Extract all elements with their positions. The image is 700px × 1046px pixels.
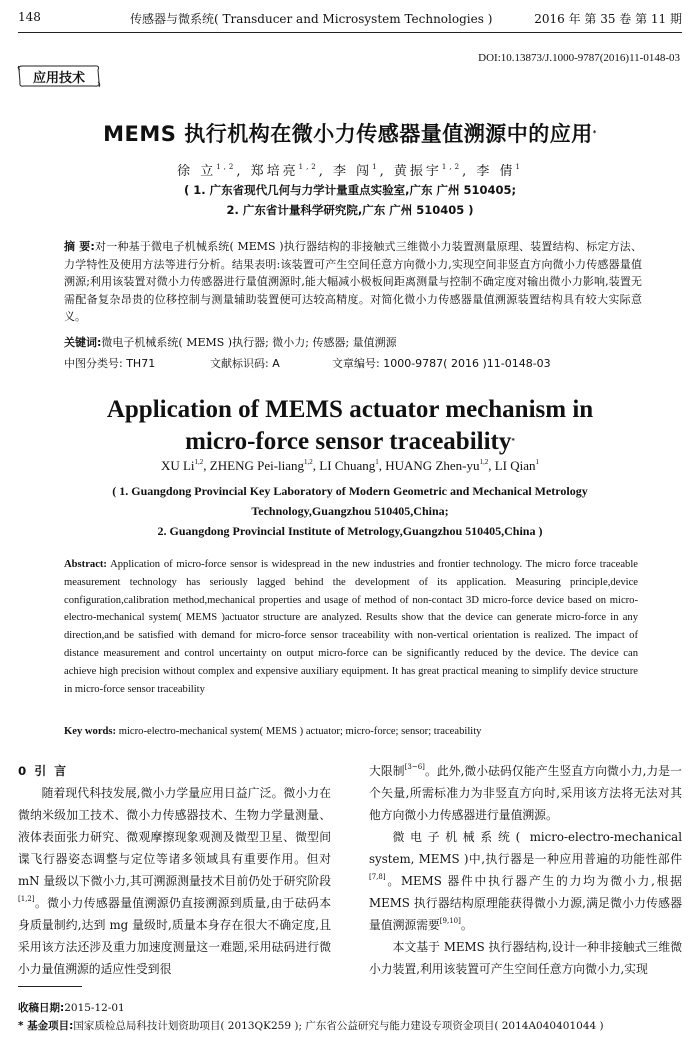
en-authors: XU Li$^{1,2}$, ZHENG Pei-liang$^{1,2}$, LI Chuang$^1$, HUANG Zhen-yu$^{1,2}$, LI Qian$^1$	[160, 458, 540, 473]
paragraph-text: 随着现代科技发展,微小力学量应用日益广泛。微小力在微纳米级加工技术、微小力传感器技术、生物力学量测量、液体表面张力研究、微观摩擦现象观测及微型卫星、微型间谍飞行器姿态调整与定位等诸多领域具有重要作用。但对 mN 量级以下微小力,其可溯源测量技术目前仍处于研究阶段	[18, 786, 331, 888]
en-author-sup: 1,2	[479, 458, 489, 466]
cn-authors: 徐 立$^{1,2}$, 郑培亮$^{1,2}$, 李 闯$^1$, 黄振宇$^{1,2}$, 李 倩$^1$	[177, 163, 523, 179]
cn-author: 李 闯	[333, 164, 373, 179]
received-date	[18, 1000, 125, 1015]
citation: [9,10]	[439, 917, 461, 925]
cn-affiliation-2: 2. 广东省计量科学研究院,广东 广州 510405 )	[226, 203, 474, 217]
en-title-mark: *	[511, 437, 515, 445]
paragraph-text: 。此外,微小砝码仅能产生竖直方向微小力,力是一个矢量,所需标准力为非竖直方向时,采用该方法将无法对其他方向微小力传感器进行量值溯源。	[369, 764, 682, 822]
column-tag-label: 应用技术	[32, 71, 85, 86]
article-number: 文章编号: 1000-9787( 2016 )11-0148-03	[332, 357, 551, 370]
running-header	[18, 10, 682, 30]
page-number: 148	[18, 10, 41, 24]
cn-author-sup: 1,2	[216, 163, 237, 171]
en-affiliation-2: 2. Guangdong Provincial Institute of Metrology,Guangzhou 510405,China )	[157, 524, 543, 538]
en-title-line-2	[0, 426, 700, 458]
citation: [7,8]	[369, 873, 386, 881]
footnote-rule	[18, 986, 82, 987]
paragraph-text: 。MEMS 器件中执行器产生的力均为微小力,根据 MEMS 执行器结构原理能获得微小力源,满足微小力传感器量值溯源需要	[369, 874, 682, 932]
clc-number: 中图分类号: TH71	[64, 357, 156, 370]
en-abstract-label: Abstract:	[64, 559, 107, 570]
en-title-line-2-text: micro-force sensor traceability	[185, 428, 512, 455]
en-author: XU Li	[160, 458, 195, 473]
cn-author-sup: 1	[372, 163, 380, 171]
fund-note	[18, 1018, 604, 1033]
en-keywords-label: Key words:	[64, 726, 117, 737]
header-rule	[18, 32, 682, 33]
en-author: LI Qian	[494, 458, 536, 473]
cn-author-sup: 1	[515, 163, 523, 171]
fund-value: 国家质检总局科技计划资助项目( 2013QK259 ); 广东省公益研究与能力建设专项资金项目( 2014A040401044 )	[73, 1020, 604, 1032]
doi: DOI:10.13873/J.1000-9787(2016)11-0148-03	[478, 52, 680, 64]
cn-abstract	[64, 238, 642, 326]
en-title-line-1: Application of MEMS actuator mechanism in	[106, 396, 594, 423]
fund-label: * 基金项目:	[18, 1020, 74, 1032]
paragraph-text: 微电子机械系统( micro-electro-mechanical system, MEMS )中,执行器是一种应用普遍的功能性部件	[369, 830, 682, 866]
received-label: 收稿日期:	[18, 1002, 65, 1014]
paragraph-text: 。微小力传感器量值溯源仍直接溯源到质量,由于砝码本身质量制约,达到 mg 量级时,质量本身存在很大不确定度,且采用该方法还涉及重力加速度测量这一难题,采用砝码进行微小力量值溯源的适应性受到很	[18, 896, 331, 976]
en-author: ZHENG Pei-liang	[209, 458, 305, 473]
en-keywords	[64, 726, 638, 737]
cn-title	[0, 118, 700, 148]
en-author-sup: 1,2	[304, 458, 313, 466]
cn-keywords	[64, 334, 642, 350]
en-author-sup: 1	[535, 458, 540, 466]
citation: [1,2]	[18, 895, 35, 903]
journal-name: 传感器与微系统( Transducer and Microsystem Technologies )	[130, 12, 493, 26]
en-affiliation-1: ( 1. Guangdong Provincial Key Laboratory of Modern Geometric and Mechanical Metrology	[112, 484, 588, 498]
citation: [3~6]	[404, 763, 425, 771]
en-affiliations	[0, 481, 700, 541]
cn-abstract-label: 摘 要:	[64, 240, 95, 253]
paragraph	[369, 760, 682, 826]
cn-author: 郑培亮	[250, 164, 299, 179]
paragraph	[369, 826, 682, 936]
en-author-sup: 1,2	[194, 458, 204, 466]
en-author: LI Chuang	[319, 458, 376, 473]
paragraph-text: 大限制	[369, 764, 405, 778]
cn-title-mark: *	[592, 129, 597, 137]
cn-affiliation-1: ( 1. 广东省现代几何与力学计量重点实验室,广东 广州 510405;	[183, 183, 517, 197]
paragraph-text: 。	[460, 918, 473, 932]
body-right-column	[369, 760, 682, 980]
en-affiliation-1b: Technology,Guangzhou 510405,China;	[251, 504, 449, 518]
cn-title-text: MEMS 执行机构在微小力传感器量值溯源中的应用	[103, 122, 593, 146]
document-code: 文献标识码: A	[210, 357, 280, 370]
cn-keywords-text: 微电子机械系统( MEMS )执行器; 微小力; 传感器; 量值溯源	[101, 336, 397, 349]
received-value: 2015-12-01	[64, 1002, 125, 1014]
cn-author: 徐 立	[177, 164, 217, 179]
cn-author: 李 倩	[476, 164, 516, 179]
cn-author: 黄振宇	[393, 164, 442, 179]
paragraph	[18, 782, 331, 980]
en-author: HUANG Zhen-yu	[385, 458, 480, 473]
cn-author-sup: 1,2	[298, 163, 319, 171]
column-tag	[16, 62, 102, 90]
body-left-column	[18, 760, 331, 980]
paragraph: 本文基于 MEMS 执行器结构,设计一种非接触式三维微小力装置,利用该装置可产生空间任意方向微小力,实现	[369, 940, 682, 976]
issue-info: 2016 年 第 35 卷 第 11 期	[534, 12, 682, 26]
cn-abstract-text: 对一种基于微电子机械系统( MEMS )执行器结构的非接触式三维微小力装置测量原理、装置结构、标定方法、力学特性及使用方法等进行分析。结果表明:该装置可产生空间任意方向微小力,实现空间非竖直方向微小力传感器量值溯源;利用该装置对微小力传感器进行量值溯源时,能大幅减小极板间距离测量与控制不确定度对输出微小力影响,装置无需配备复杂昂贵的位移控制与测量辅助装置便可达较高精度。对简化微小力传感器量值溯源装置结构具有较大实际意义。	[64, 240, 642, 324]
en-abstract-text: Application of micro-force sensor is widespread in the new industries and frontier technology. The micro force traceable measurement technology has seriously lagged behind the development of its application. Measuring principle,device configuration,calibration method,mechanical properties and usage of method of non-contact 3D micro-force device based on micro-electro-mechanical system( MEMS )actuator structure are analyzed. Results show that the device can generate micro-force in any direction,and be satisfied with demand for micro-force sensor traceability with non-vertical orientation is realized. The impact of distance measurement and control uncertainty on output micro-force can be significantly reduced by the device. The device can achieve high precision without complex and expensive auxiliary equipment. It has great practical meaning to simplify device structure in micro-force sensor traceability	[64, 559, 638, 695]
en-keywords-text: micro-electro-mechanical system( MEMS ) actuator; micro-force; sensor; traceability	[118, 726, 482, 737]
en-abstract	[64, 556, 638, 698]
cn-author-sup: 1,2	[441, 163, 463, 171]
cn-keywords-label: 关键词:	[64, 336, 102, 349]
section-heading: 0 引 言	[18, 764, 69, 778]
en-author-sup: 1	[375, 458, 379, 466]
en-title	[0, 394, 700, 458]
